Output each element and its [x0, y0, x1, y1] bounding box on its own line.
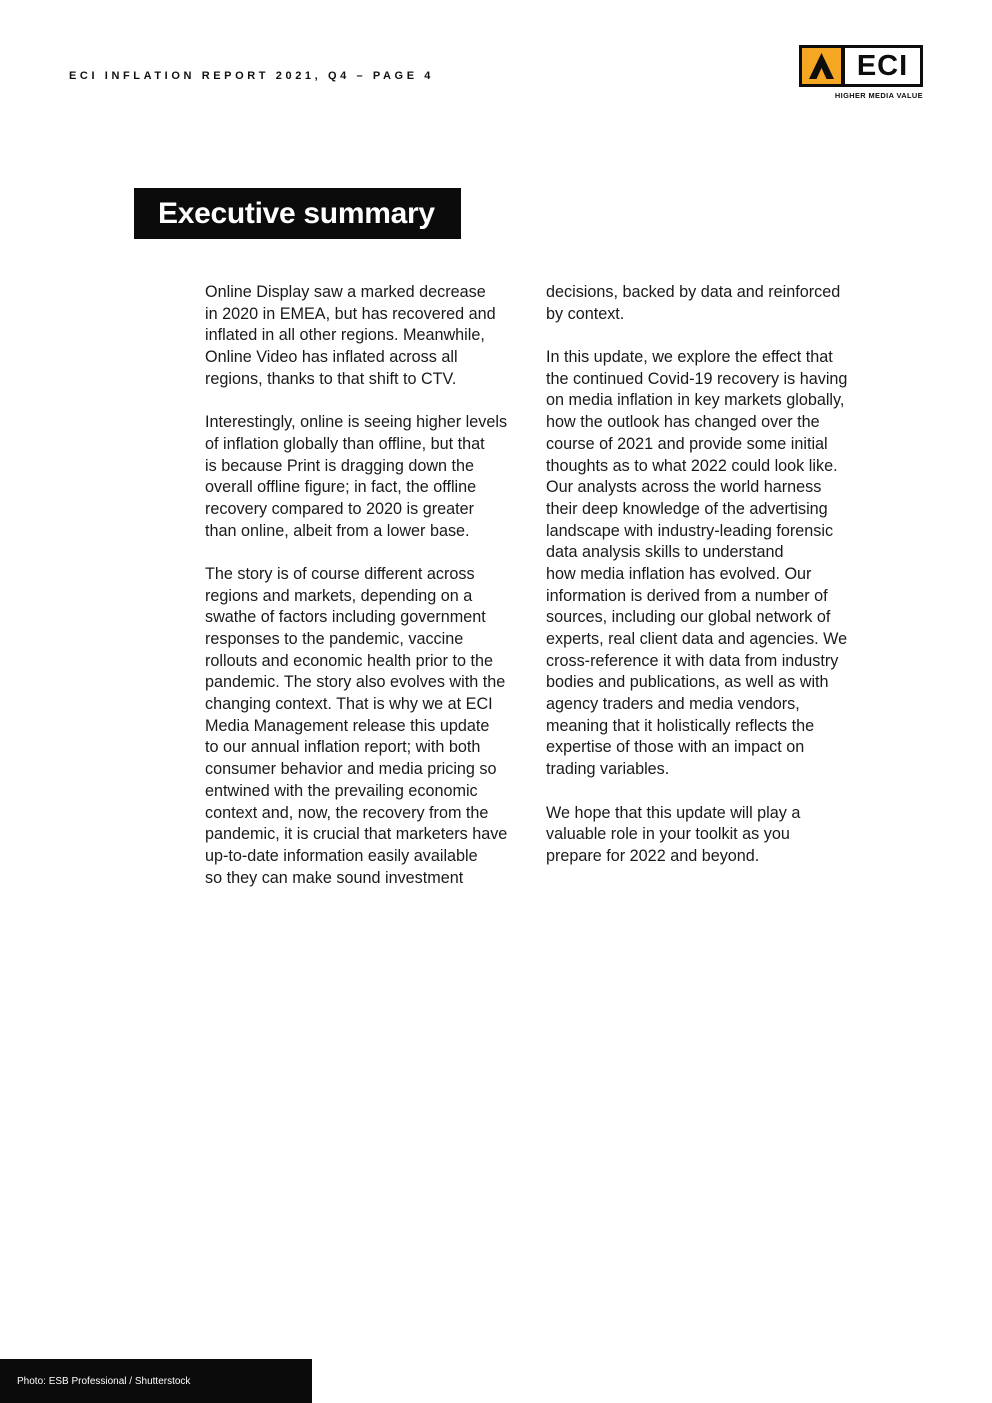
- logo-orange-block: [802, 48, 841, 84]
- body-line: rollouts and economic health prior to the: [205, 651, 493, 670]
- body-line: recovery compared to 2020 is greater: [205, 499, 475, 518]
- body-paragraph: [546, 282, 868, 325]
- body-line: entwined with the prevailing economic: [205, 781, 478, 800]
- body-line: responses to the pandemic, vaccine: [205, 630, 464, 648]
- paragraph-gap: [205, 390, 527, 412]
- body-line: Interestingly, online is seeing higher levels: [205, 413, 508, 432]
- body-line: to our annual inflation report; with both: [205, 738, 481, 757]
- body-line: thoughts as to what 2022 could look like.: [546, 456, 838, 475]
- section-title-banner: [134, 188, 461, 239]
- triangle-a-icon: [802, 48, 841, 84]
- logo-tagline: HIGHER MEDIA VALUE: [834, 91, 923, 100]
- paragraph-gap: [546, 325, 868, 347]
- paragraph-gap: [546, 781, 868, 803]
- photo-credit-bar: [0, 1359, 312, 1403]
- body-line: meaning that it holistically reflects the: [546, 716, 815, 735]
- body-column-left: [205, 282, 527, 889]
- running-header: ECI INFLATION REPORT 2021, Q4 – PAGE 4: [69, 70, 435, 82]
- body-line: on media inflation in key markets globally,: [546, 391, 845, 410]
- body-line: data analysis skills to understand: [546, 543, 784, 562]
- body-line: Online Display saw a marked decrease: [205, 283, 486, 301]
- logo-wordmark-block: [845, 48, 920, 84]
- body-paragraph: [205, 564, 527, 889]
- body-line: prepare for 2022 and beyond.: [546, 846, 760, 865]
- body-line: inflated in all other regions. Meanwhile,: [205, 326, 485, 345]
- body-line: how the outlook has changed over the: [546, 413, 820, 432]
- body-line: The story is of course different across: [205, 564, 475, 583]
- body-line: so they can make sound investment: [205, 868, 464, 887]
- body-line: expertise of those with an impact on: [546, 738, 805, 757]
- body-line: Our analysts across the world harness: [546, 478, 822, 497]
- body-line: pandemic. The story also evolves with the: [205, 673, 506, 692]
- body-line: cross-reference it with data from industry: [546, 651, 839, 670]
- body-line: In this update, we explore the effect that: [546, 348, 833, 367]
- body-line: We hope that this update will play a: [546, 803, 801, 822]
- body-line: swathe of factors including government: [205, 608, 486, 627]
- body-line: up-to-date information easily available: [205, 846, 478, 865]
- body-line: overall offline figure; in fact, the offline: [205, 478, 477, 497]
- body-line: sources, including our global network of: [546, 608, 831, 627]
- body-line: course of 2021 and provide some initial: [546, 434, 828, 453]
- body-line: agency traders and media vendors,: [546, 695, 800, 714]
- body-paragraph: [546, 347, 868, 781]
- body-line: context and, now, the recovery from the: [205, 803, 489, 822]
- body-line: pandemic, it is crucial that marketers have: [205, 825, 508, 844]
- body-paragraph: [546, 803, 868, 868]
- body-line: in 2020 in EMEA, but has recovered and: [205, 304, 496, 323]
- body-line: information is derived from a number of: [546, 586, 828, 605]
- body-line: Online Video has inflated across all: [205, 348, 458, 367]
- body-paragraph: [205, 282, 527, 390]
- body-line: the continued Covid-19 recovery is having: [546, 369, 848, 388]
- body-line: changing context. That is why we at ECI: [205, 695, 493, 714]
- paragraph-gap: [205, 542, 527, 564]
- body-line: landscape with industry-leading forensic: [546, 521, 834, 540]
- body-line: of inflation globally than offline, but that: [205, 434, 485, 453]
- body-line: regions and markets, depending on a: [205, 586, 473, 605]
- body-line: Media Management release this update: [205, 716, 490, 735]
- logo-wordmark: ECI: [856, 49, 909, 82]
- body-line: is because Print is dragging down the: [205, 456, 475, 475]
- section-title: Executive summary: [158, 196, 435, 230]
- body-line: regions, thanks to that shift to CTV.: [205, 369, 457, 388]
- body-line: consumer behavior and media pricing so: [205, 760, 497, 779]
- body-paragraph: [205, 412, 527, 542]
- body-column-right: [546, 282, 868, 868]
- body-line: than online, albeit from a lower base.: [205, 521, 470, 540]
- body-line: by context.: [546, 304, 625, 323]
- body-line: valuable role in your toolkit as you: [546, 825, 790, 844]
- body-line: how media inflation has evolved. Our: [546, 564, 812, 583]
- body-line: their deep knowledge of the advertising: [546, 499, 828, 518]
- body-line: bodies and publications, as well as with: [546, 673, 829, 692]
- body-line: experts, real client data and agencies. We: [546, 630, 848, 648]
- body-line: trading variables.: [546, 760, 670, 779]
- body-line: decisions, backed by data and reinforced: [546, 283, 841, 301]
- photo-credit: Photo: ESB Professional / Shutterstock: [17, 1375, 191, 1387]
- eci-logo: [799, 45, 923, 100]
- logo-mark: [799, 45, 923, 87]
